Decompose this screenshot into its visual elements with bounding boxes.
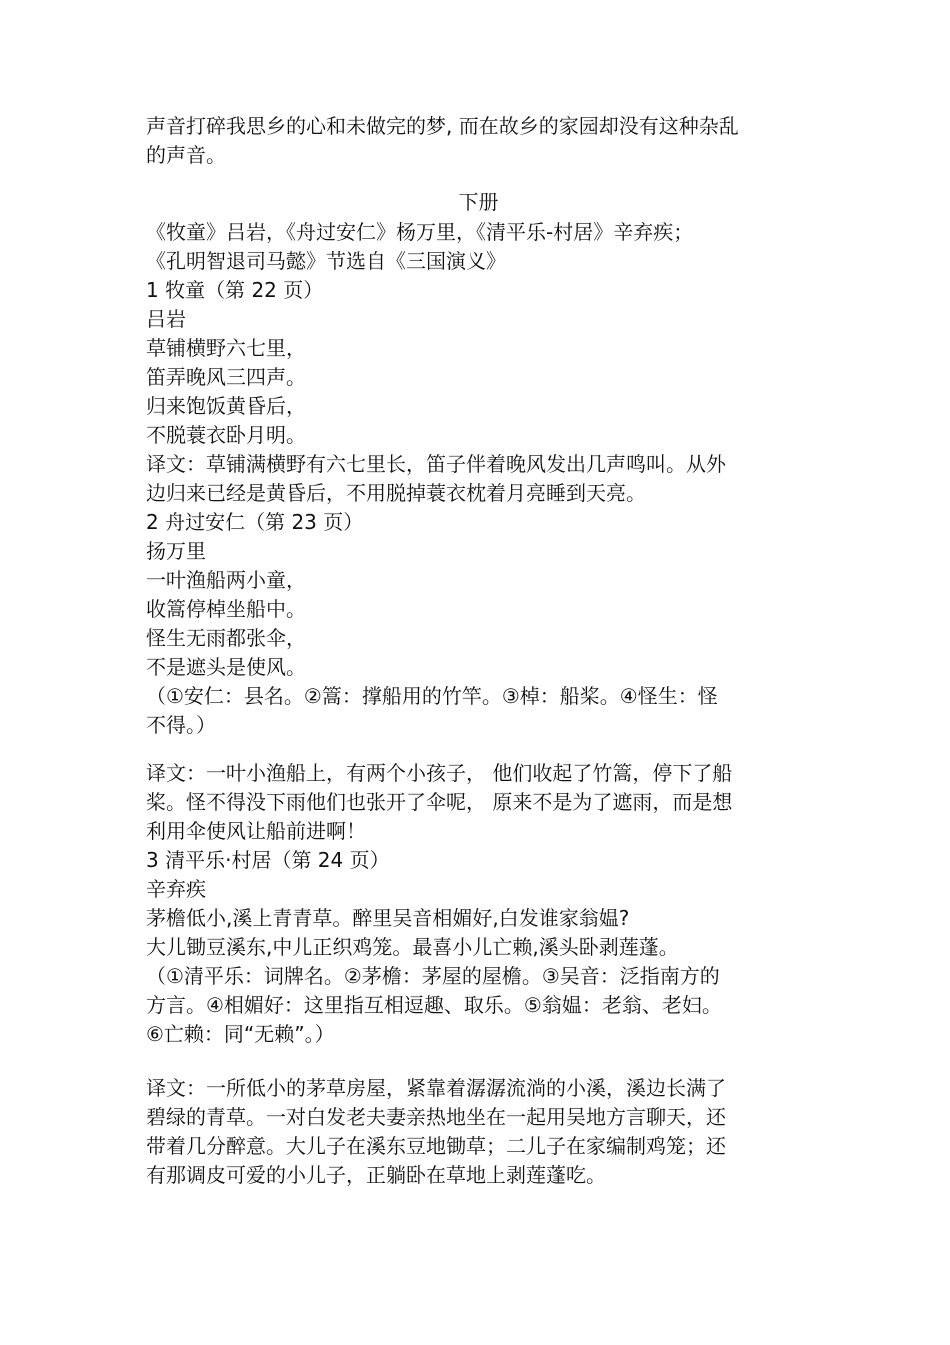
poem-heading: 1 牧童（第 22 页） xyxy=(146,278,324,302)
poem-line: 怪生无雨都张伞， xyxy=(146,626,306,650)
poem-author: 扬万里 xyxy=(146,539,206,563)
note-line: 方言。④相媚好：这里指互相逗趣、取乐。⑤翁媪：老翁、老妇。 xyxy=(146,993,722,1017)
translation-line: 边归来已经是黄昏后，不用脱掉蓑衣枕着月亮睡到天亮。 xyxy=(146,481,646,505)
translation-line: 碧绿的青草。一对白发老夫妻亲热地坐在一起用吴地方言聊天，还 xyxy=(146,1105,726,1129)
text-line: 《孔明智退司马懿》节选自《三国演义》 xyxy=(146,249,506,273)
translation-line: 带着几分醉意。大儿子在溪东豆地锄草；二儿子在家编制鸡笼；还 xyxy=(146,1134,726,1158)
translation-line: 译文：一叶小渔船上，有两个小孩子， 他们收起了竹篙，停下了船 xyxy=(146,761,733,785)
poem-line: 笛弄晚风三四声。 xyxy=(146,365,306,389)
translation-line: 译文：草铺满横野有六七里长，笛子伴着晚风发出几声鸣叫。从外 xyxy=(146,452,726,476)
poem-line: 不是遮头是使风。 xyxy=(146,655,306,679)
poem-line: 收篙停棹坐船中。 xyxy=(146,597,306,621)
note-line: （①清平乐：词牌名。②茅檐：茅屋的屋檐。③吴音：泛指南方的 xyxy=(146,964,720,988)
text-line: 的声音。 xyxy=(146,143,226,167)
translation-line: 有那调皮可爱的小儿子，正躺卧在草地上剥莲蓬吃。 xyxy=(146,1163,606,1187)
poem-line: 茅檐低小,溪上青青草。醉里吴音相媚好,白发谁家翁媪? xyxy=(146,906,630,930)
text-line: 《牧童》吕岩，《舟过安仁》杨万里，《清平乐-村居》辛弃疾； xyxy=(146,220,694,244)
translation-line: 利用伞使风让船前进啊！ xyxy=(146,819,366,843)
poem-author: 辛弃疾 xyxy=(146,877,206,901)
translation-line: 译文：一所低小的茅草房屋，紧靠着潺潺流淌的小溪，溪边长满了 xyxy=(146,1076,726,1100)
note-line: 不得。） xyxy=(146,713,216,737)
poem-author: 吕岩 xyxy=(146,307,186,331)
poem-line: 大儿锄豆溪东,中儿正织鸡笼。最喜小儿亡赖,溪头卧剥莲蓬。 xyxy=(146,935,679,959)
document-page xyxy=(146,0,811,1345)
text-line: 声音打碎我思乡的心和未做完的梦, 而在故乡的家园却没有这种杂乱 xyxy=(146,114,739,138)
section-heading: 下册 xyxy=(458,190,499,214)
note-line: （①安仁：县名。②篙：撑船用的竹竿。③棹：船桨。④怪生：怪 xyxy=(146,684,718,708)
poem-line: 不脱蓑衣卧月明。 xyxy=(146,423,306,447)
note-line: ⑥亡赖：同“无赖”。） xyxy=(146,1022,335,1046)
translation-line: 桨。怪不得没下雨他们也张开了伞呢， 原来不是为了遮雨，而是想 xyxy=(146,790,733,814)
poem-line: 一叶渔船两小童， xyxy=(146,568,306,592)
poem-heading: 3 清平乐·村居（第 24 页） xyxy=(146,848,390,872)
poem-heading: 2 舟过安仁（第 23 页） xyxy=(146,510,364,534)
poem-line: 归来饱饭黄昏后， xyxy=(146,394,306,418)
poem-line: 草铺横野六七里， xyxy=(146,336,306,360)
